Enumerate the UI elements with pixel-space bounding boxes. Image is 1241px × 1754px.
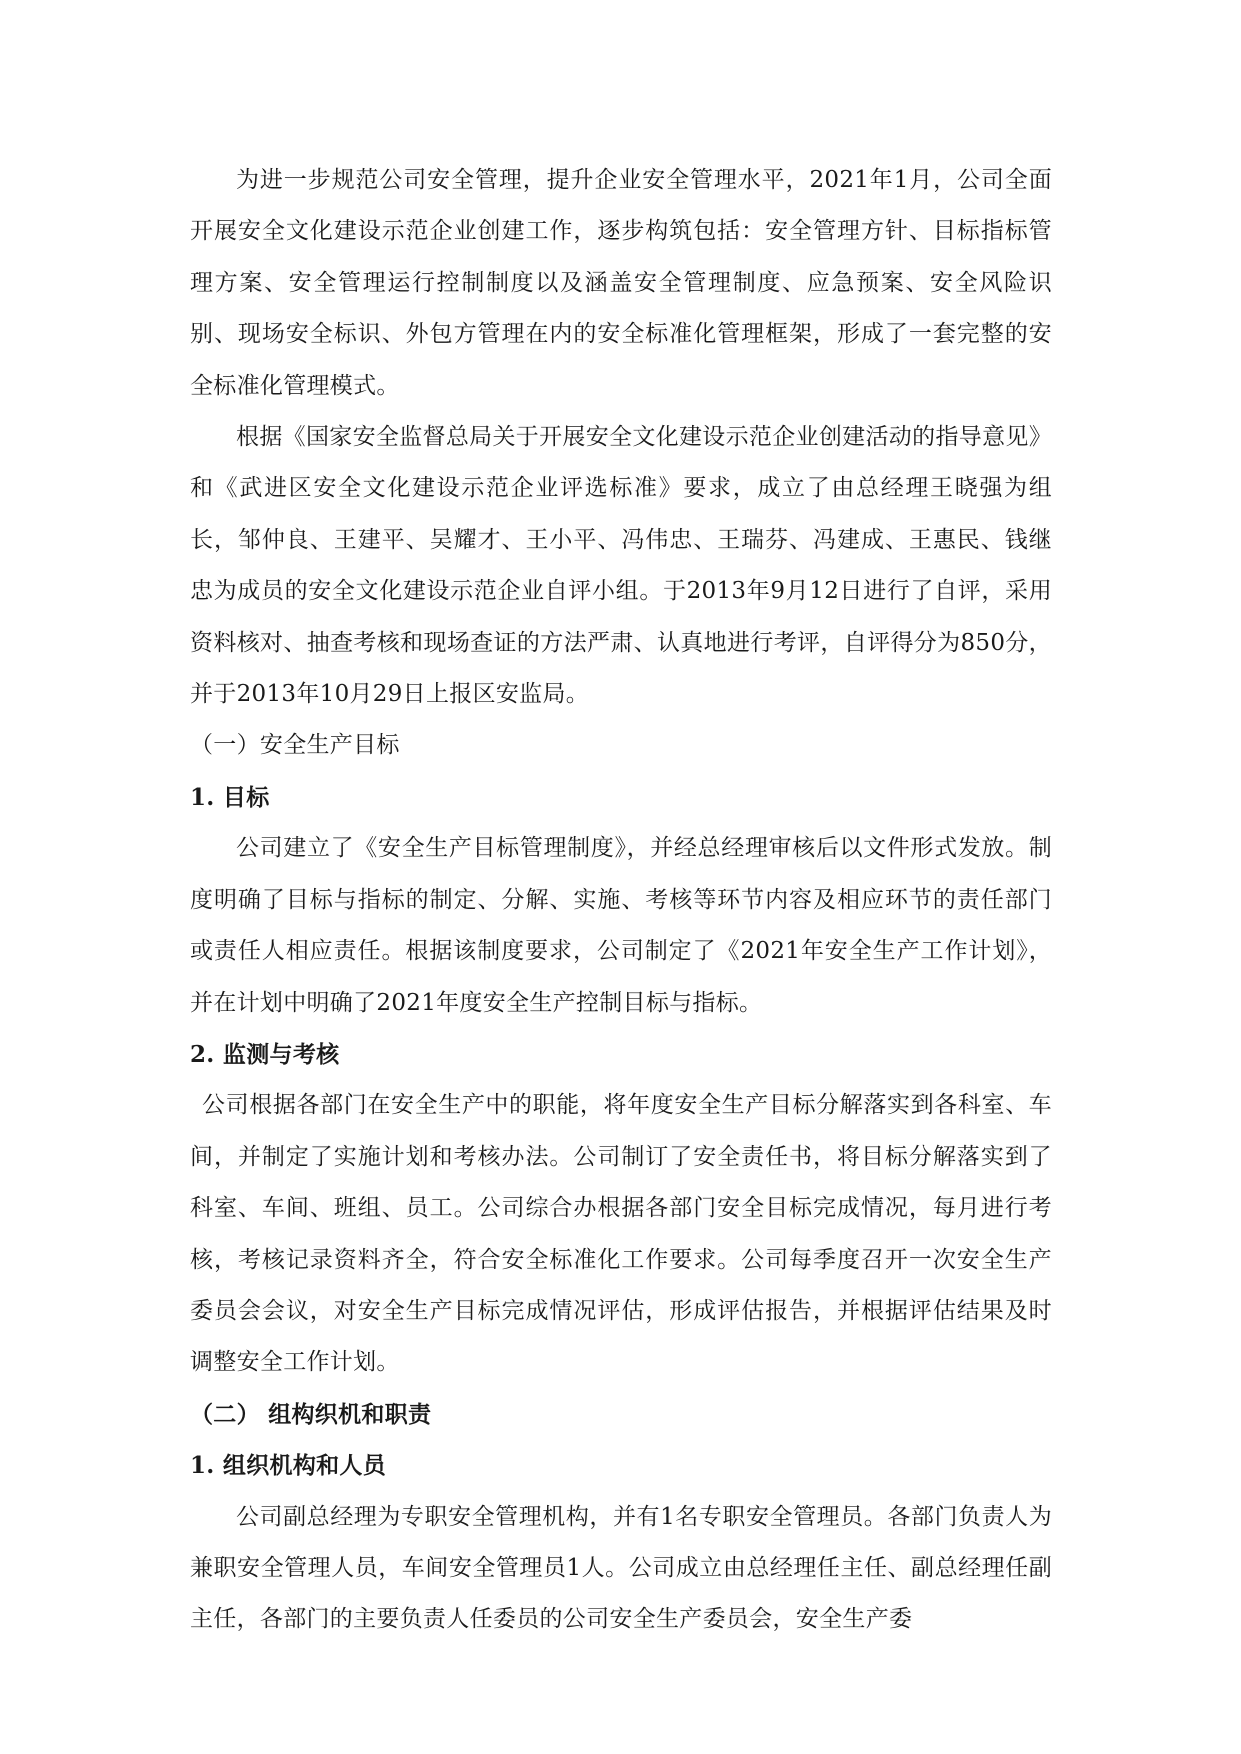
goals-paragraph: 公司建立了《安全生产目标管理制度》，并经总经理审核后以文件形式发放。制度明确了目标与指标的制定、分解、实施、考核等环节内容及相应环节的责任部门或责任人相应责任。根据该制度要求，公司制定了《2021年安全生产工作计划》，并在计划中明确了2021年度安全生产控制目标与指标。	[190, 835, 1052, 1016]
intro-paragraph: 为进一步规范公司安全管理，提升企业安全管理水平，2021年1月，公司全面开展安全文化建设示范企业创建工作，逐步构筑包括：安全管理方针、目标指标管理方案、安全管理运行控制制度以及涵盖安全管理制度、应急预案、安全风险识别、现场安全标识、外包方管理在内的安全标准化管理框架，形成了一套完整的安全标准化管理模式。	[190, 167, 1052, 399]
item-title-goals: 1. 目标	[190, 783, 270, 811]
section-title-safety-goals: （一）安全生产目标	[190, 732, 400, 759]
document-body	[190, 155, 1052, 1646]
section-title-organization: （二） 组构织机和职责	[190, 1400, 432, 1428]
self-evaluation-paragraph: 根据《国家安全监督总局关于开展安全文化建设示范企业创建活动的指导意见》和《武进区安全文化建设示范企业评选标准》要求，成立了由总经理王晓强为组长，邹仲良、王建平、吴耀才、王小平、冯伟忠、王瑞芬、冯建成、王惠民、钱继忠为成员的安全文化建设示范企业自评小组。于2013年9月12日进行了自评，采用资料核对、抽查考核和现场查证的方法严肃、认真地进行考评，自评得分为850分，并于2013年10月29日上报区安监局。	[190, 424, 1052, 708]
item-title-monitoring: 2. 监测与考核	[190, 1040, 340, 1068]
monitoring-paragraph: 公司根据各部门在安全生产中的职能，将年度安全生产目标分解落实到各科室、车间，并制定了实施计划和考核办法。公司制订了安全责任书，将目标分解落实到了科室、车间、班组、员工。公司综合办根据各部门安全目标完成情况，每月进行考核，考核记录资料齐全，符合安全标准化工作要求。公司每季度召开一次安全生产委员会会议，对安全生产目标完成情况评估，形成评估报告，并根据评估结果及时调整安全工作计划。	[190, 1092, 1052, 1376]
item-title-organization-personnel: 1. 组织机构和人员	[190, 1452, 387, 1480]
organization-paragraph: 公司副总经理为专职安全管理机构，并有1名专职安全管理员。各部门负责人为兼职安全管理人员，车间安全管理员1人。公司成立由总经理任主任、副总经理任副主任，各部门的主要负责人任委员的公司安全生产委员会，安全生产委	[190, 1503, 1052, 1633]
